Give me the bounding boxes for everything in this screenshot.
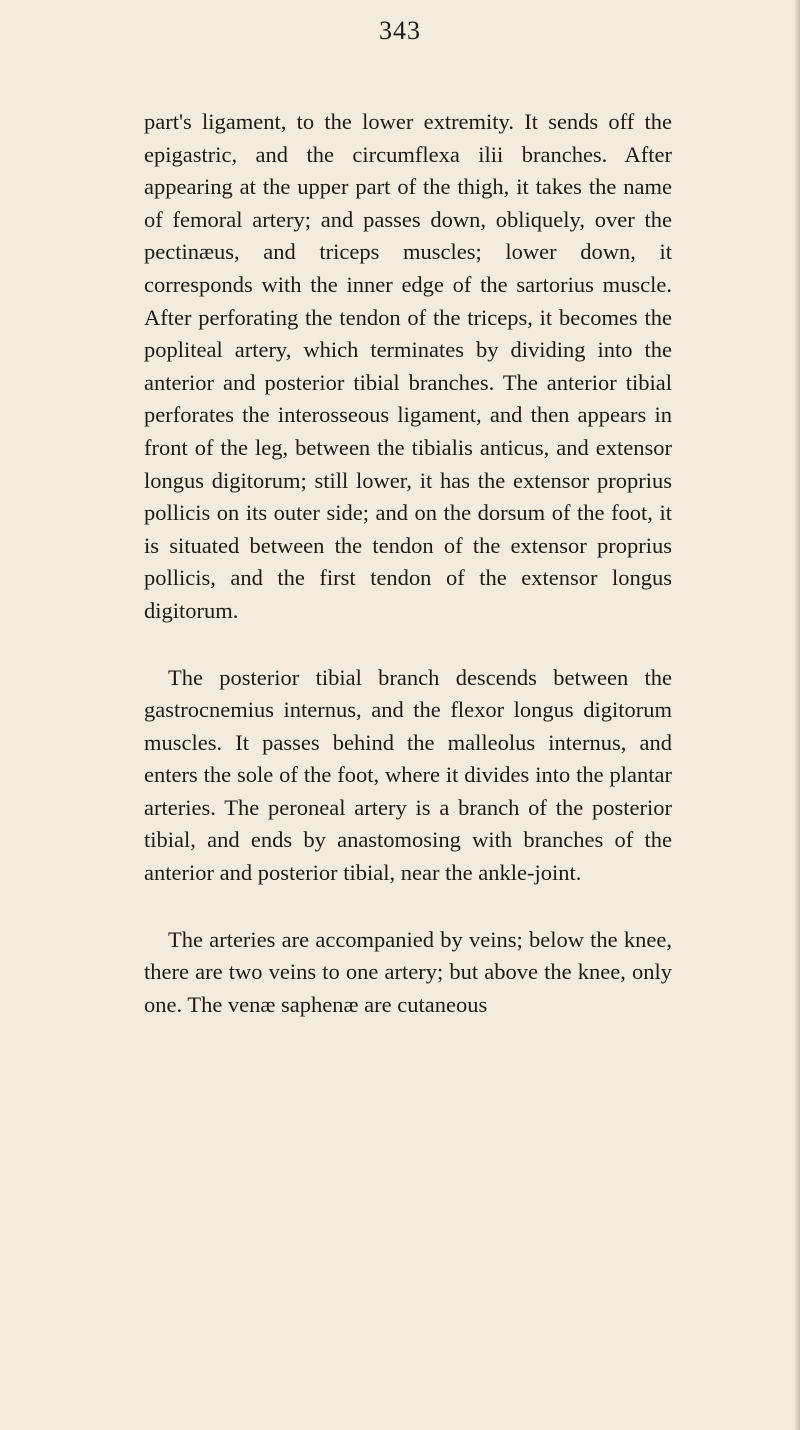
paragraph-veins: The arteries are accompanied by veins; below the knee, there are two veins to one artery; but above the knee, only one. The venæ saphenæ are cutaneous [144, 926, 672, 1017]
paragraph-posterior-tibial: The posterior tibial branch descends between the gastrocnemius internus, and the flexor longus digitorum muscles. It passes behind the malleolus internus, and enters the sole of the foot, where it divides into the plantar arteries. The peroneal artery is a branch of the posterior tibial, and ends by anastomosing with branches of the anterior and posterior tibial, near the ankle-joint. [144, 664, 672, 886]
page-body [144, 106, 672, 1021]
paragraph-femoral-artery: part's ligament, to the lower extremity. It sends off the epigastric, and the circumflexa ilii branches. After appearing at the upper part of the thigh, it takes the name of femoral artery; and passes down, obliquely, over the pectinæus, and triceps muscles; lower down, it corresponds with the inner edge of the sartorius muscle. After perforating the tendon of the triceps, it becomes the popliteal artery, which terminates by dividing into the anterior and posterior tibial branches. The anterior tibial perforates the interosseous ligament, and then appears in front of the leg, between the tibialis anticus, and extensor longus digitorum; still lower, it has the extensor proprius pollicis on its outer side; and on the dorsum of the foot, it is situated between the tendon of the extensor proprius pollicis, and the first tendon of the extensor longus digitorum. [144, 109, 672, 623]
page-edge-shadow [794, 0, 800, 1430]
page-number: 343 [379, 16, 421, 45]
